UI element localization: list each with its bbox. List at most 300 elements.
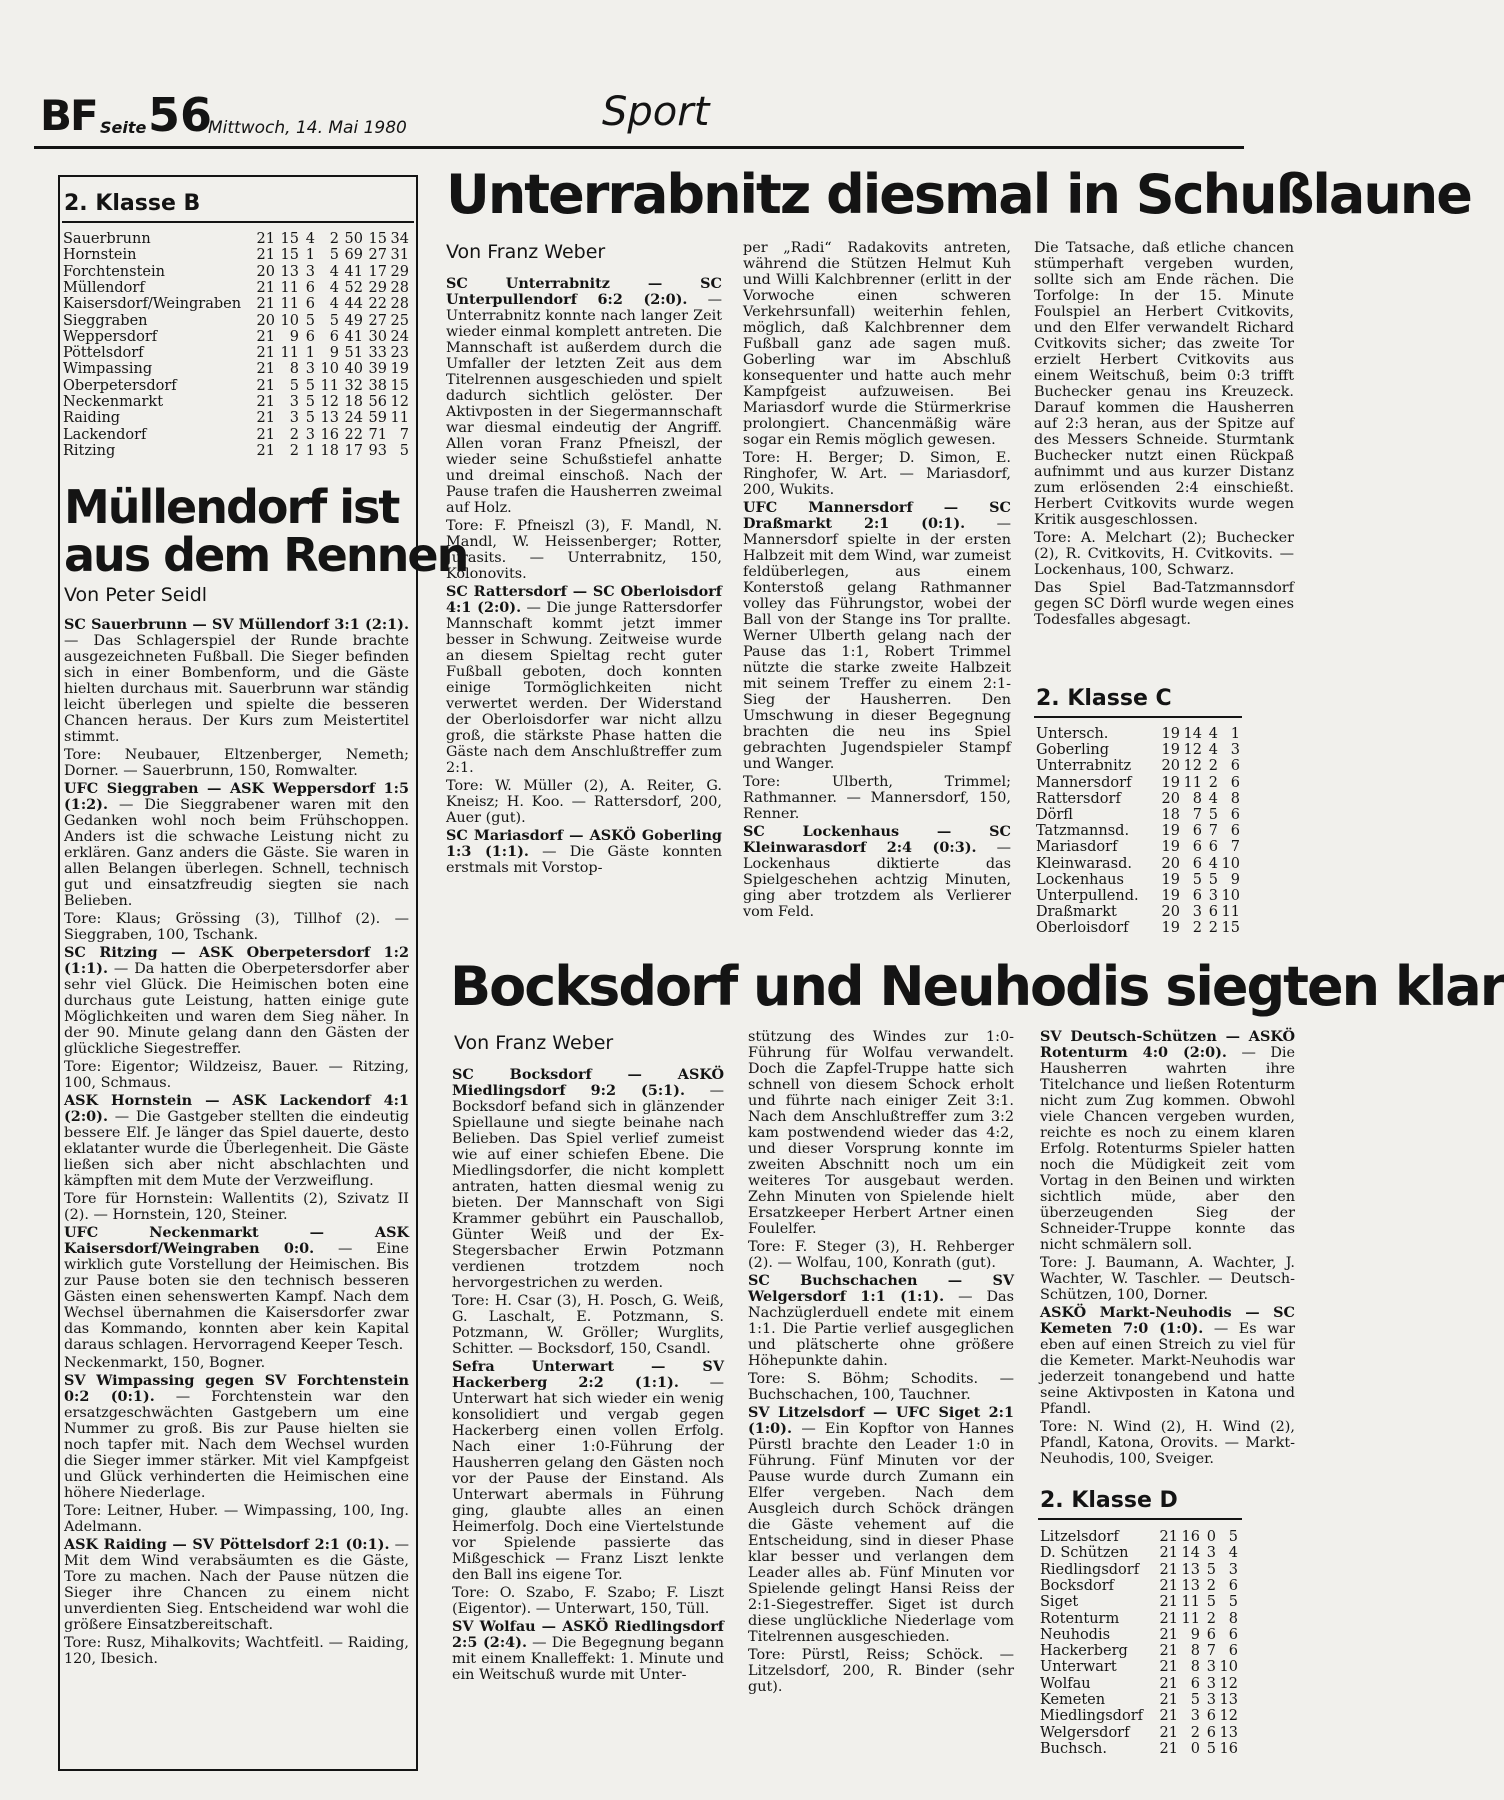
stat-d: 3 [1206, 1675, 1216, 1692]
stat-pl: 21 [256, 410, 275, 427]
team-name: Untersch. [1036, 726, 1109, 742]
stat-pl: 21 [1159, 1529, 1178, 1545]
team-name: Rattersdorf [1036, 790, 1121, 807]
stat-d: 5 [1206, 1561, 1216, 1578]
stat-pts: 19 [390, 361, 409, 378]
stat-pl: 19 [1161, 888, 1180, 904]
stat-pts: 23 [390, 345, 409, 362]
stat-w: 5 [1190, 1692, 1200, 1708]
stat-pl: 18 [1161, 807, 1180, 823]
stat-w: 2 [289, 426, 299, 443]
stat-pl: 19 [1161, 839, 1180, 856]
paragraph-text: Tore: Neubauer, Eltzenberger, Nemeth; Dorner. — Sauerbrunn, 150, Romwalter. [64, 747, 409, 779]
paragraph-text: Tore: A. Melchart (2); Buchecker (2), R. Cvitkovits, H. Cvitkovits. — Lockenhaus, 100, Schwarz. [1034, 530, 1294, 578]
stat-l: 18 [320, 442, 339, 459]
stat-d: 4 [1208, 855, 1218, 872]
table-d-rule [1038, 1518, 1242, 1520]
stat-pts: 34 [390, 231, 409, 247]
stat-d: 5 [1208, 807, 1218, 823]
stat-l: 12 [320, 394, 339, 410]
stat-d: 7 [1206, 1643, 1216, 1660]
table-row [1036, 791, 1242, 807]
paragraph-text: — Ein Kopftor von Hannes Pürstl brachte den Leader 1:0 in Führung. Fünf Minuten vor der Pause wurde durch Zumann ein Elfer vergeben. Nach dem Ausgleich durch Schöck drängen die Gäste vehement auf die Entscheidung, sind in dieser Phase klar besser und verlangen dem Leader alles ab. Fünf Minuten vor Spielende gelingt Hansi Reiss der 2:1-Siegestreffer. Siget ist durch diese unglückliche Niederlage vom Titelrennen ausgeschieden. [748, 1421, 1014, 1645]
stat-w: 5 [1192, 871, 1202, 888]
team-name: Neckenmarkt [63, 394, 164, 410]
paragraph [452, 1585, 724, 1617]
stat-w: 14 [1181, 1545, 1200, 1562]
stat-pl: 21 [256, 377, 275, 394]
stat-pts: 28 [390, 296, 409, 313]
team-name: Ritzing [63, 442, 116, 459]
paragraph [452, 1067, 724, 1291]
stat-ga: 29 [368, 279, 387, 296]
stat-pl: 20 [256, 312, 275, 329]
match-heading: SC Lockenhaus — SC Kleinwarasdorf 2:4 (0:3). [743, 823, 1011, 856]
table-d-title: 2. Klasse D [1040, 1488, 1178, 1513]
stat-ga: 39 [368, 361, 387, 378]
team-name: Siget [1040, 1594, 1079, 1611]
paragraph-text: — Bocksdorf befand sich in glänzender Spiellaune und siegte beinahe nach Belieben. Das Spiel verlief zumeist wie auf einer schiefen Ebene. Die Miedlingsdorfer, die nicht komplett antraten, hatten diesmal wenig zu bieten. Der Mannschaft von Sigi Krammer gebührt ein Pauschallob, Günter Weiß und der Ex-Stegersbacher Erwin Potzmann verdienen trotzdem noch hervorgestrichen zu werden. [452, 1083, 724, 1291]
paragraph-text: — Eine wirklich gute Vorstellung der Heimischen. Bis zur Pause boten sie den technisch besseren Gästen einen sehenswerten Kampf. Nach dem Wechsel übernahmen die Kaisersdorfer zwar das Kommando, konnten aber kein Kapital daraus schlagen. Hervorragend Keeper Tesch. [64, 1241, 409, 1353]
table-row [1040, 1529, 1242, 1545]
stat-l: 15 [1221, 920, 1240, 937]
stat-w: 2 [289, 442, 299, 459]
match-heading: SC Unterrabnitz — SC Unterpullendorf 6:2 (2:0). [446, 275, 722, 308]
stat-l: 12 [1219, 1708, 1238, 1725]
article-unterrabnitz-col3-wrap [1034, 240, 1294, 678]
stat-d: 6 [1208, 904, 1218, 921]
stat-gf: 51 [344, 345, 363, 362]
stat-l: 6 [1228, 1626, 1238, 1643]
paragraph-text: Tore: Pürstl, Reiss; Schöck. — Litzelsdorf, 200, R. Binder (sehr gut). [748, 1647, 1014, 1695]
team-name: Tatzmannsd. [1036, 823, 1130, 840]
match-heading: SC Mariasdorf — ASKÖ Goberling 1:3 (1:1). [446, 827, 722, 860]
stat-w: 3 [1192, 904, 1202, 921]
stat-gf: 24 [344, 410, 363, 427]
paragraph-text: — Die Hausherren wahrten ihre Titelchance und ließen Rotenturm nicht zum Zug kommen. Obwohl viele Chancen vergeben wurden, reichte es noch zu einem klaren Erfolg. Rotenturms Spieler hatten noch die Müdigkeit zeit vom Vortag in den Beinen und wirkten sichtlich müde, aber den überzeugenden Sieg der Schneider-Truppe konnte das nicht schmälern soll. [1040, 1045, 1295, 1253]
paragraph [743, 824, 1011, 920]
table-row [63, 410, 409, 426]
paragraph [64, 945, 409, 1057]
paragraph [64, 747, 409, 779]
team-name: Oberpetersdorf [63, 377, 177, 394]
stat-ga: 33 [368, 345, 387, 362]
paragraph-text: — Lockenhaus diktierte das Spielgeschehen achtzig Minuten, ging aber trotzdem als Verlierer vom Feld. [743, 840, 1011, 920]
paragraph-text: — Die Begegnung begann mit einem Knalleffekt: 1. Minute und ein Weitschuß wurde mit Unter- [452, 1635, 724, 1683]
stat-pl: 20 [256, 263, 275, 280]
paragraph-text: Tore: J. Baumann, A. Wachter, J. Wachter, W. Taschler. — Deutsch-Schützen, 100, Dorner. [1040, 1255, 1295, 1303]
stat-ga: 38 [368, 377, 387, 394]
stat-pl: 21 [1159, 1724, 1178, 1741]
table-row [1040, 1594, 1242, 1610]
stat-gf: 17 [344, 442, 363, 459]
paragraph [64, 1635, 409, 1667]
byline-peter-seidl: Von Peter Seidl [64, 584, 208, 606]
stat-gf: 18 [344, 394, 363, 410]
stat-d: 1 [305, 345, 315, 362]
article-muellendorf-body [64, 617, 409, 1757]
table-row [1036, 888, 1242, 904]
match-heading: ASK Hornstein — ASK Lackendorf 4:1 (2:0). [64, 1092, 409, 1125]
stat-pts: 24 [390, 328, 409, 345]
article-bocksdorf-col3 [1040, 1028, 1295, 1467]
paragraph-text: Tore: F. Pfneiszl (3), F. Mandl, N. Mandl, W. Heissenberger; Rotter, Jurasits. — Unterrabnitz, 150, Kolonovits. [446, 518, 722, 582]
paragraph-text: Tore: Rusz, Mihalkovits; Wachtfeitl. — Raiding, 120, Ibesich. [64, 1635, 409, 1667]
match-heading: SC Sauerbrunn — SV Müllendorf 3:1 (2:1). [64, 616, 409, 633]
match-heading: SC Bocksdorf — ASKÖ Miedlingsdorf 9:2 (5:1). [452, 1066, 724, 1099]
team-name: Mannersdorf [1036, 774, 1132, 791]
table-row [1040, 1725, 1242, 1741]
stat-w: 3 [289, 410, 299, 427]
stat-w: 5 [289, 377, 299, 394]
stat-d: 0 [1206, 1529, 1216, 1545]
team-name: Rotenturm [1040, 1610, 1120, 1627]
stat-gf: 22 [344, 426, 363, 443]
paragraph-text: Tore: Leitner, Huber. — Wimpassing, 100, Ing. Adelmann. [64, 1503, 409, 1535]
paragraph [64, 1537, 409, 1633]
stat-pl: 21 [1159, 1692, 1178, 1708]
team-name: Wimpassing [63, 361, 153, 378]
team-name: Sieggraben [63, 312, 148, 329]
paragraph [446, 276, 722, 516]
stat-d: 5 [1208, 871, 1218, 888]
stat-gf: 32 [344, 377, 363, 394]
stat-pl: 20 [1161, 904, 1180, 921]
team-name: D. Schützen [1040, 1545, 1129, 1562]
paragraph-text: Tore: Ulberth, Trimmel; Rathmanner. — Mannersdorf, 150, Renner. [743, 774, 1011, 822]
stat-l: 6 [1230, 807, 1240, 823]
stat-pl: 21 [1159, 1610, 1178, 1627]
team-name: Welgersdorf [1040, 1724, 1130, 1741]
stat-l: 4 [329, 263, 339, 280]
stat-gf: 52 [344, 279, 363, 296]
newspaper-logo: BF [40, 91, 97, 140]
stat-d: 2 [1206, 1577, 1216, 1594]
stat-l: 5 [329, 312, 339, 329]
stat-w: 7 [1192, 807, 1202, 823]
stat-l: 6 [1230, 774, 1240, 791]
match-heading: SV Deutsch-Schützen — ASKÖ Rotenturm 4:0 (2:0). [1040, 1028, 1295, 1061]
stat-l: 12 [1219, 1675, 1238, 1692]
stat-ga: 56 [368, 394, 387, 410]
stat-d: 1 [305, 247, 315, 264]
header-rule [34, 146, 1244, 149]
stat-pl: 21 [256, 345, 275, 362]
stat-d: 2 [1208, 774, 1218, 791]
stat-pl: 19 [1161, 726, 1180, 742]
table-row [63, 247, 409, 263]
paragraph-text: Die Tatsache, daß etliche chancen stümperhaft vergeben wurden, sollte sich am Ende rächen. Die Torfolge: In der 15. Minute Foulspiel an Herbert Cvitkovits, und den Elfer verwandelt Richard Cvitkovits sicher; das zweite Tor erzielt Herbert Cvitkovits aus einem Weitschuß, beim 0:3 trifft Buchecker genau ins Kreuzeck. Darauf kommen die Hausherren auf 2:3 heran, aus der Spitze auf des Messers Schneide. Sturmtank Buchecker nutzt einen Rückpaß aufnimmt und aus kurzer Distanz zum erlösenden 2:4 einschießt. Herbert Cvitkovits wurde wegen Kritik ausgeschlossen. [1034, 240, 1294, 528]
stat-pl: 19 [1161, 920, 1180, 937]
stat-d: 3 [1206, 1659, 1216, 1676]
stat-w: 11 [1181, 1594, 1200, 1611]
paragraph [64, 1225, 409, 1353]
paragraph-text: — Die junge Rattersdorfer Mannschaft kommt jetzt immer besser in Schwung. Zeitweise wurde an diesem Spieltag recht guter Fußball geboten, doch konnten einige Tormöglichkeiten nicht verwertet werden. Der Widerstand der Oberloisdorfer war nicht allzu groß, die stärkste Phase hatten die Gäste nach dem Anschlußtreffer zum 2:1. [446, 600, 722, 776]
paragraph-text: Neckenmarkt, 150, Bogner. [64, 1355, 266, 1371]
stat-w: 6 [1192, 855, 1202, 872]
stat-pl: 21 [256, 296, 275, 313]
stat-pl: 21 [1159, 1708, 1178, 1725]
stat-ga: 71 [368, 426, 387, 443]
paragraph-text: Tore: H. Berger; D. Simon, E. Ringhofer, W. Art. — Mariasdorf, 200, Wukits. [743, 450, 1011, 498]
table-row [1040, 1611, 1242, 1627]
paragraph-text: Das Spiel Bad-Tatzmannsdorf gegen SC Dörfl wurde wegen eines Todesfalles abgesagt. [1034, 580, 1294, 628]
paragraph-text: Tore: N. Wind (2), H. Wind (2), Pfandl, Katona, Orovits. — Markt-Neuhodis, 100, Sveiger. [1040, 1419, 1295, 1467]
stat-w: 8 [1190, 1643, 1200, 1660]
stat-d: 6 [1208, 839, 1218, 856]
stat-l: 10 [1221, 855, 1240, 872]
team-name: Riedlingsdorf [1040, 1561, 1140, 1578]
table-row [63, 329, 409, 345]
article-bocksdorf-col3-wrap [1040, 1028, 1295, 1467]
team-name: Hornstein [63, 247, 137, 264]
stat-pl: 21 [256, 231, 275, 247]
stat-w: 10 [280, 312, 299, 329]
stat-pl: 21 [256, 247, 275, 264]
table-row [1036, 904, 1242, 920]
paragraph-text: — Es war eben auf einen Streich zu viel für die Kemeter. Markt-Neuhodis war jederzeit tonangebend und hatte seine Aktivposten in Katona und Pfandl. [1040, 1321, 1295, 1417]
paragraph [1034, 240, 1294, 528]
paragraph [1040, 1029, 1295, 1253]
stat-l: 8 [1228, 1610, 1238, 1627]
team-name: Mariasdorf [1036, 839, 1118, 856]
paragraph-text: — Die Gäste konnten erstmals mit Vorstop- [446, 844, 722, 876]
paragraph [452, 1359, 724, 1583]
stat-d: 3 [305, 263, 315, 280]
stat-d: 3 [305, 426, 315, 443]
table-row [1040, 1627, 1242, 1643]
stat-d: 4 [1208, 790, 1218, 807]
paragraph [64, 1191, 409, 1223]
stat-w: 12 [1183, 758, 1202, 775]
stat-pl: 19 [1161, 742, 1180, 759]
stat-l: 2 [329, 231, 339, 247]
stat-d: 4 [1208, 726, 1218, 742]
team-name: Wolfau [1040, 1675, 1091, 1692]
team-name: Kemeten [1040, 1692, 1106, 1708]
stat-w: 2 [1192, 920, 1202, 937]
paragraph [64, 1355, 409, 1371]
stat-pl: 21 [1159, 1626, 1178, 1643]
paragraph [446, 518, 722, 582]
team-name: Kaisersdorf/Weingraben [63, 296, 242, 313]
stat-pts: 15 [390, 377, 409, 394]
stat-d: 5 [305, 312, 315, 329]
team-name: Dörfl [1036, 807, 1073, 823]
stat-pl: 21 [256, 426, 275, 443]
page-label: Seite [100, 118, 147, 137]
paragraph-text: — Das Schlagerspiel der Runde brachte ausgezeichneten Fußball. Die Sieger befinden sich in einer Bombenform, und die Gäste hielten durchaus mit. Sauerbrunn war ständig leicht überlegen und spielte die besseren Chancen heraus. Der Kurs zum Meistertitel stimmt. [64, 633, 409, 745]
stat-d: 5 [305, 377, 315, 394]
table-row [63, 361, 409, 377]
stat-w: 8 [1192, 790, 1202, 807]
stat-w: 9 [1190, 1626, 1200, 1643]
table-row [1036, 823, 1242, 839]
table-row [63, 378, 409, 394]
stat-d: 4 [1208, 742, 1218, 759]
team-name: Kleinwarasd. [1036, 855, 1132, 872]
match-heading: Sefra Unterwart — SV Hackerberg 2:2 (1:1). [452, 1358, 724, 1391]
stat-w: 6 [1190, 1675, 1200, 1692]
table-row [63, 296, 409, 312]
paragraph [748, 1647, 1014, 1695]
paragraph-text: — Mit dem Wind verabsäumten es die Gäste, Tore zu machen. Nach der Pause nützen die Sieger ihre Chancen zu einem nicht unverdienten Sieg. Entscheidend war wohl die größere Einsatzbereitschaft. [64, 1537, 409, 1633]
table-b-title: 2. Klasse B [64, 191, 201, 216]
stat-l: 9 [329, 345, 339, 362]
page-number: 56 [148, 88, 213, 142]
paragraph [743, 500, 1011, 772]
stat-d: 5 [1206, 1740, 1216, 1757]
table-row [63, 313, 409, 329]
paragraph [743, 450, 1011, 498]
stat-gf: 41 [344, 263, 363, 280]
table-b [63, 231, 409, 461]
stat-pl: 21 [256, 279, 275, 296]
stat-pl: 21 [256, 328, 275, 345]
table-row [1040, 1741, 1242, 1757]
table-row [1036, 758, 1242, 774]
stat-l: 4 [329, 279, 339, 296]
stat-l: 16 [1219, 1740, 1238, 1757]
stat-d: 6 [1206, 1626, 1216, 1643]
stat-ga: 15 [368, 231, 387, 247]
match-heading: ASK Raiding — SV Pöttelsdorf 2:1 (0:1). [64, 1536, 390, 1553]
paragraph [64, 781, 409, 909]
stat-l: 6 [1228, 1577, 1238, 1594]
table-row [1040, 1676, 1242, 1692]
stat-w: 11 [1183, 774, 1202, 791]
team-name: Lockenhaus [1036, 871, 1124, 888]
paragraph [1040, 1255, 1295, 1303]
match-heading: UFC Sieggraben — ASK Weppersdorf 1:5 (1:2). [64, 780, 409, 813]
stat-ga: 27 [368, 247, 387, 264]
stat-w: 13 [1181, 1577, 1200, 1594]
table-row [1036, 839, 1242, 855]
team-name: Draßmarkt [1036, 904, 1117, 921]
stat-d: 4 [305, 231, 315, 247]
paragraph [1040, 1419, 1295, 1467]
stat-l: 16 [320, 426, 339, 443]
paragraph-text: Tore: Klaus; Grössing (3), Tillhof (2). — Sieggraben, 100, Tschank. [64, 911, 409, 943]
team-name: Unterwart [1040, 1659, 1117, 1676]
stat-w: 11 [280, 279, 299, 296]
stat-l: 6 [329, 328, 339, 345]
paragraph [748, 1029, 1014, 1237]
table-row [1040, 1708, 1242, 1724]
paragraph-text: — Die Gastgeber stellten die eindeutig bessere Elf. Je länger das Spiel dauerte, desto eklatanter wurde die Überlegenheit. Die Gäste ließen sich aber nicht abschlachten und kämpften mit dem Mute der Verzweiflung. [64, 1109, 409, 1189]
team-name: Litzelsdorf [1040, 1529, 1119, 1545]
paragraph-text: — Unterrabnitz konnte nach langer Zeit wieder einmal komplett antreten. Die Mannschaft ist außerdem durch die Umfaller der letzten Zeit aus dem Titelrennen ausgeschieden und spielt dadurch sichtlich gelöster. Der Aktivposten in der Siegermannschaft war diesmal eindeutig der Angriff. Allen voran Franz Pfneiszl, der wieder seine Schußstiefel anhatte und dreimal einschoß. Nach der Pause trafen die Hausherren zweimal auf Holz. [446, 292, 723, 516]
stat-l: 10 [1221, 888, 1240, 904]
paragraph [446, 584, 722, 776]
table-row [1036, 726, 1242, 742]
stat-w: 2 [1190, 1724, 1200, 1741]
table-b-rule [62, 221, 414, 223]
stat-pl: 20 [1161, 855, 1180, 872]
stat-w: 3 [1190, 1708, 1200, 1725]
table-row [1040, 1578, 1242, 1594]
paragraph [1034, 580, 1294, 628]
paragraph [64, 1093, 409, 1189]
headline-bocksdorf-wrap [450, 955, 1504, 1022]
stat-l: 3 [1230, 742, 1240, 759]
stat-w: 12 [1183, 742, 1202, 759]
headline-muellendorf-1: Müllendorf ist [64, 480, 399, 534]
stat-l: 5 [329, 247, 339, 264]
headline-unterrabnitz-wrap [446, 163, 1471, 230]
stat-gf: 49 [344, 312, 363, 329]
stat-pl: 19 [1161, 823, 1180, 840]
paragraph [64, 1373, 409, 1501]
stat-w: 11 [1181, 1610, 1200, 1627]
byline-franz-weber-top: Von Franz Weber [446, 241, 606, 263]
stat-pl: 20 [1161, 758, 1180, 775]
stat-l: 9 [1230, 871, 1240, 888]
stat-pl: 21 [256, 442, 275, 459]
stat-w: 6 [1192, 823, 1202, 840]
stat-w: 11 [280, 345, 299, 362]
stat-l: 4 [1228, 1545, 1238, 1562]
stat-ga: 93 [368, 442, 387, 459]
stat-ga: 30 [368, 328, 387, 345]
article-bocksdorf-col2 [748, 1029, 1014, 1767]
stat-ga: 22 [368, 296, 387, 313]
stat-pl: 21 [1159, 1594, 1178, 1611]
stat-pl: 19 [1161, 774, 1180, 791]
stat-l: 6 [1230, 758, 1240, 775]
stat-w: 13 [1181, 1561, 1200, 1578]
stat-l: 1 [1230, 726, 1240, 742]
paragraph-text: — Da hatten die Oberpetersdorfer aber sehr viel Glück. Die Heimischen boten eine durchaus gute Leistung, hatten einige gute Möglichkeiten und waren dem Sieg näher. In der 90. Minute gelang dann den Gästen der glückliche Siegestreffer. [64, 961, 409, 1057]
paragraph [748, 1405, 1014, 1645]
stat-w: 6 [1192, 839, 1202, 856]
stat-l: 3 [1228, 1561, 1238, 1578]
stat-pl: 21 [1159, 1545, 1178, 1562]
team-name: Sauerbrunn [63, 231, 151, 247]
paragraph-text: — Das Nachzüglerduell endete mit einem 1:1. Die Partie verlief ausgeglichen und plätscherte ohne größere Höhepunkte dahin. [748, 1289, 1014, 1369]
article-unterrabnitz-col2 [743, 240, 1011, 936]
match-heading: SV Wimpassing gegen SV Forchtenstein 0:2 (0:1). [64, 1372, 409, 1405]
table-row [63, 345, 409, 361]
paragraph [748, 1239, 1014, 1271]
stat-l: 6 [1230, 823, 1240, 840]
table-c [1036, 726, 1242, 938]
stat-pl: 21 [1159, 1643, 1178, 1660]
team-name: Forchtenstein [63, 263, 165, 280]
paragraph [64, 1503, 409, 1535]
stat-pts: 12 [390, 394, 409, 410]
paragraph [1034, 530, 1294, 578]
table-row [63, 394, 409, 410]
stat-l: 10 [320, 361, 339, 378]
stat-d: 3 [1206, 1692, 1216, 1708]
team-name: Weppersdorf [63, 328, 158, 345]
paragraph-text: Tore: F. Steger (3), H. Rehberger (2). — Wolfau, 100, Konrath (gut). [748, 1239, 1014, 1271]
table-row [63, 280, 409, 296]
headline-bocksdorf: Bocksdorf und Neuhodis siegten klar [450, 955, 1504, 1018]
match-heading: UFC Mannersdorf — SC Draßmarkt 2:1 (0:1). [743, 499, 1011, 532]
stat-gf: 40 [344, 361, 363, 378]
article-unterrabnitz-col1 [446, 276, 722, 936]
table-row [1040, 1562, 1242, 1578]
stat-pts: 7 [399, 426, 409, 443]
match-heading: UFC Neckenmarkt — ASK Kaisersdorf/Weingraben 0:0. [64, 1224, 409, 1257]
stat-l: 7 [1230, 839, 1240, 856]
stat-l: 11 [1221, 904, 1240, 921]
stat-l: 11 [320, 377, 339, 394]
stat-pl: 20 [1161, 790, 1180, 807]
article-unterrabnitz-col3 [1034, 240, 1294, 678]
